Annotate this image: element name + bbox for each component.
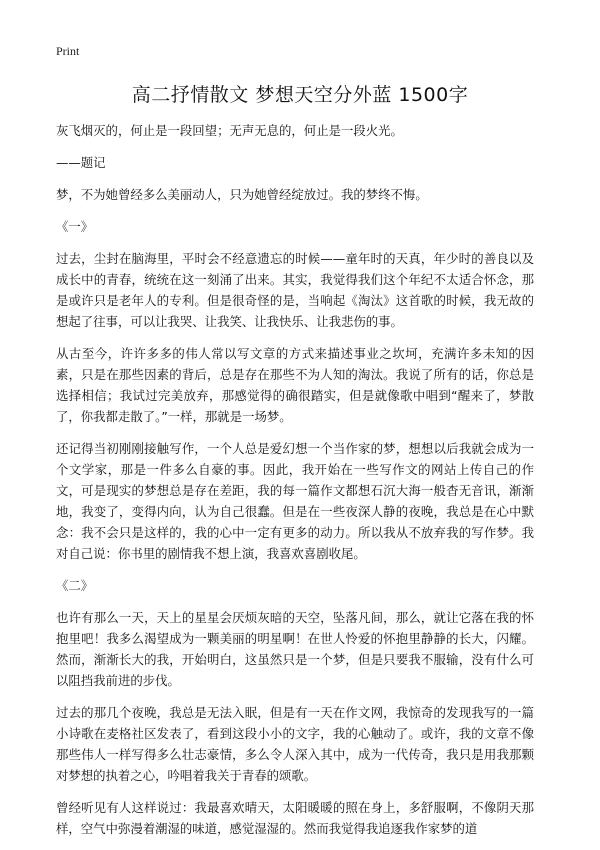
article-body	[56, 120, 534, 850]
paragraph-5: 过去的那几个夜晚，我总是无法入眠，但是有一天在作文网，我惊奇的发现我写的一篇小诗歌在麦格社区发表了，看到这段小小的文字，我的心触动了。或许，我的文章不像那些伟人一样写得多么壮志豪情，多么令人深入其中，成为一代传奇，我只是用我那颗对梦想的执着之心，吟唱着我关于青春的颂歌。	[56, 705, 534, 783]
print-label: Print	[56, 44, 80, 58]
paragraph-1: 过去，尘封在脑海里，平时会不经意遗忘的时候——童年时的天真，年少时的善良以及成长中的青春，统统在这一刻涌了出来。其实，我觉得我们这个年纪不太适合怀念，那是或许只是老年人的专利。但是很奇怪的是，当响起《淘汰》这首歌的时候，我无故的想起了往事，可以让我哭、让我笑、让我快乐、让我悲伤的事。	[56, 251, 534, 329]
paragraph-3: 还记得当初刚刚接触写作，一个人总是爱幻想一个当作家的梦，想想以后我就会成为一个文学家，那是一件多么自豪的事。因此，我开始在一些写作文的网站上传自己的作文，可是现实的梦想总是存在差距，我的每一篇作文都想石沉大海一般杳无音讯，渐渐地，我变了，变得内向，认为自己很蠢。但是在一些夜深人静的夜晚，我总是在心中默念：我不会只是这样的，我的心中一定有更多的动力。所以我从不放弃我的写作梦。我对自己说：你书里的剧情我不想上演，我喜欢喜剧收尾。	[56, 441, 534, 561]
paragraph-2: 从古至今，许许多多的伟人常以写文章的方式来描述事业之坎坷，充满许多未知的因素，只是在那些因素的背后，总是存在那些不为人知的淘汰。我说了所有的话，你总是选择相信；我试过完美放弃，那感觉得的确很踏实，但是就像歌中唱到“醒来了，梦散了，你我都走散了。”一样，那就是一场梦。	[56, 346, 534, 424]
section-heading-2: 《二》	[56, 578, 94, 593]
opening-line: 梦，不为她曾经多么美丽动人，只为她曾经绽放过。我的梦终不悔。	[56, 187, 428, 202]
epigraph: ——题记	[56, 155, 106, 170]
paragraph-4: 也许有那么一天，天上的星星会厌烦灰暗的天空，坠落凡间，那么，就让它落在我的怀抱里吧！我多么渴望成为一颗美丽的明星啊！在世人怜爱的怀抱里静静的长大，闪耀。然而，渐渐长大的我，开始明白，这虽然只是一个梦，但是只要我不服输，没有什么可以阻挡我前进的步伐。	[56, 610, 534, 688]
intro-line: 灰飞烟灭的，何止是一段回望；无声无息的，何止是一段火光。	[56, 123, 403, 138]
section-heading-1: 《一》	[56, 219, 94, 234]
paragraph-6: 曾经听见有人这样说过：我最喜欢晴天，太阳暖暖的照在身上，多舒服啊，不像阴天那样，空气中弥漫着潮湿的味道，感觉湿湿的。然而我觉得我追逐我作家梦的道	[56, 800, 534, 836]
article-title: 高二抒情散文 梦想天空分外蓝 1500字	[131, 84, 469, 106]
